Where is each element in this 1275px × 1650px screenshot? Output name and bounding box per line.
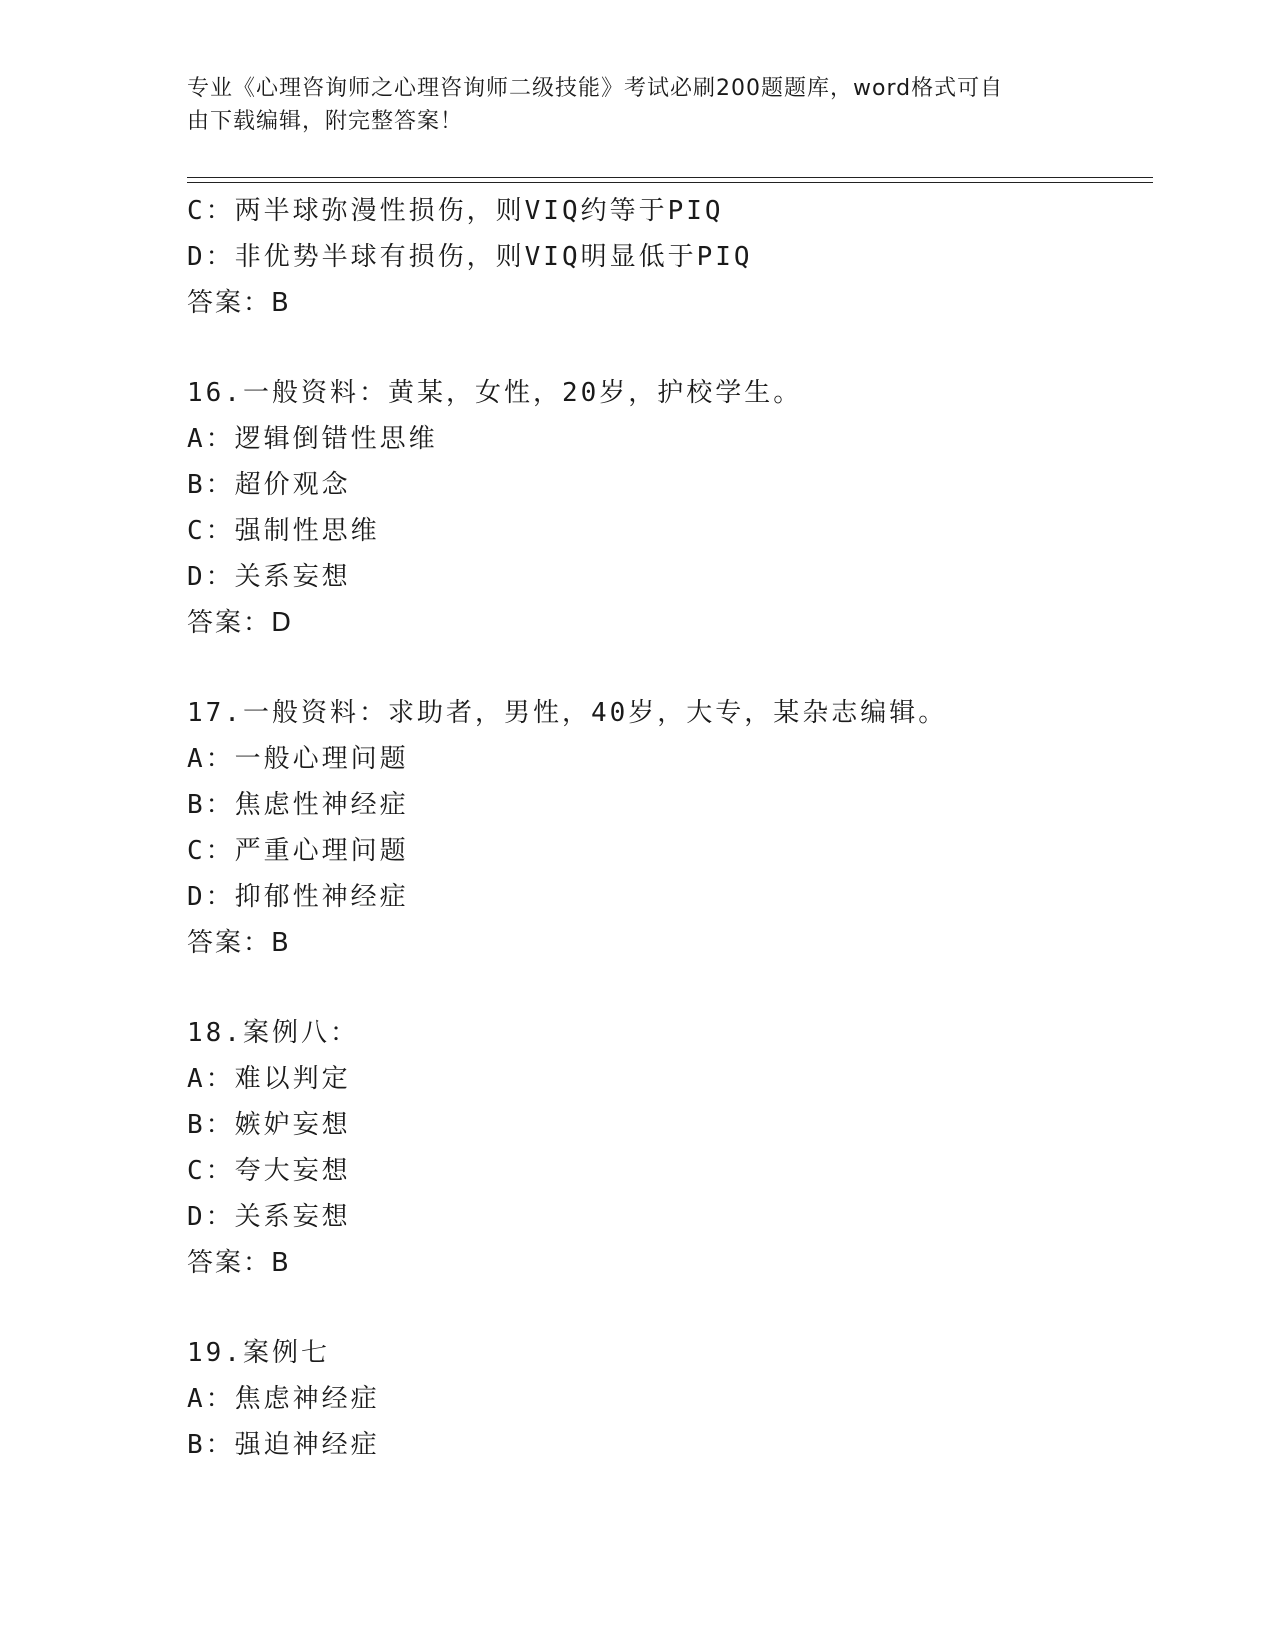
- header-line-2: 由下载编辑，附完整答案！: [187, 109, 464, 134]
- header-line-1: 专业《心理咨询师之心理咨询师二级技能》考试必刷200题题库，word格式可自: [187, 76, 1004, 101]
- question-block-16: [187, 370, 1153, 646]
- option-line: D：非优势半球有损伤，则VIQ明显低于PIQ: [187, 242, 753, 272]
- document-header: [187, 72, 1087, 138]
- answer-line: 答案：D: [187, 608, 294, 638]
- option-line: D：关系妄想: [187, 562, 351, 592]
- option-line: B：超价观念: [187, 470, 351, 500]
- question-block-18: [187, 1010, 1153, 1286]
- question-block-15: [187, 188, 1153, 326]
- option-line: D：关系妄想: [187, 1202, 351, 1232]
- option-line: C：夸大妄想: [187, 1156, 351, 1186]
- option-line: D：抑郁性神经症: [187, 882, 409, 912]
- answer-line: 答案：B: [187, 1248, 291, 1278]
- option-line: A：难以判定: [187, 1064, 351, 1094]
- header-divider: [187, 177, 1153, 183]
- option-line: B：焦虑性神经症: [187, 790, 409, 820]
- option-line: B：嫉妒妄想: [187, 1110, 351, 1140]
- answer-line: 答案：B: [187, 288, 291, 318]
- option-line: C：强制性思维: [187, 516, 380, 546]
- option-line: A：一般心理问题: [187, 744, 409, 774]
- option-line: B：强迫神经症: [187, 1430, 380, 1460]
- option-line: A：逻辑倒错性思维: [187, 424, 438, 454]
- question-block-17: [187, 690, 1153, 966]
- question-list: [187, 188, 1153, 1468]
- question-line: 18.案例八：: [187, 1018, 359, 1048]
- question-line: 16.一般资料：黄某，女性，20岁，护校学生。: [187, 378, 803, 408]
- option-line: A：焦虑神经症: [187, 1384, 380, 1414]
- option-line: C：两半球弥漫性损伤，则VIQ约等于PIQ: [187, 196, 724, 226]
- question-block-19: [187, 1330, 1153, 1468]
- option-line: C：严重心理问题: [187, 836, 409, 866]
- question-line: 19.案例七: [187, 1338, 330, 1368]
- question-line: 17.一般资料：求助者，男性，40岁，大专，某杂志编辑。: [187, 698, 948, 728]
- answer-line: 答案：B: [187, 928, 291, 958]
